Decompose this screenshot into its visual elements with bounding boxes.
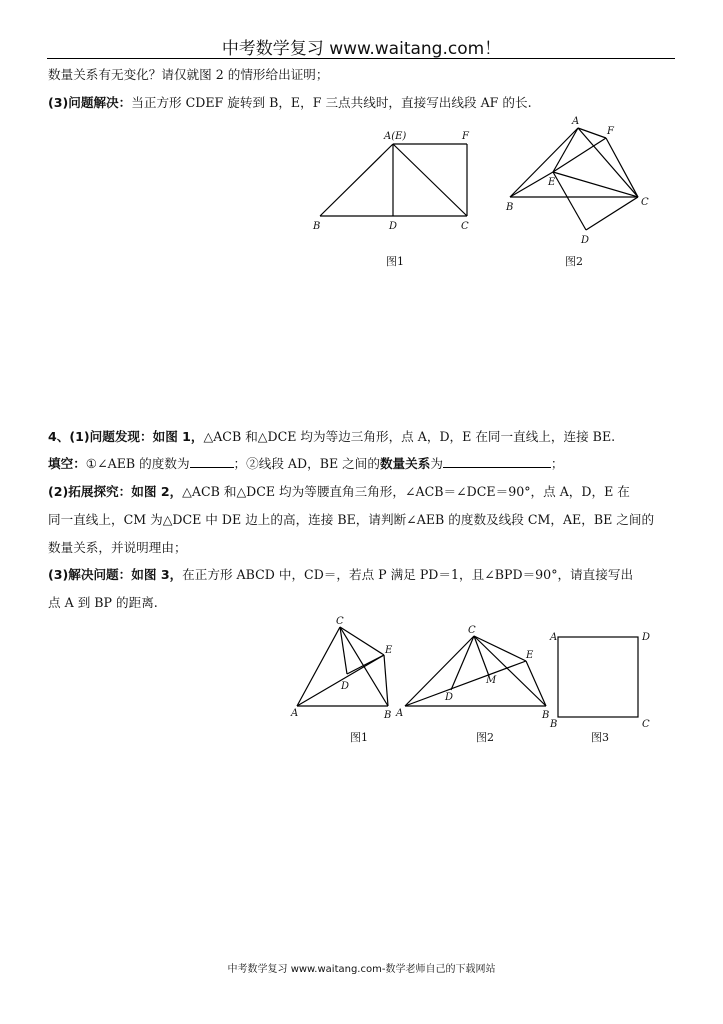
text-line-p4-part3a <box>48 564 633 583</box>
bottom-fig3-label-a: A <box>550 632 558 643</box>
top-fig2-label-a: A <box>572 116 580 127</box>
blank-angle[interactable] <box>190 456 234 468</box>
label-solve: (3)解决问题：如图 3， <box>48 567 183 582</box>
bottom-figure-2 <box>405 636 546 706</box>
label-extension: (2)拓展探究：如图 2， <box>48 484 183 499</box>
text-fill-1: ①∠AEB 的度数为 <box>85 456 190 471</box>
seg-fc <box>606 138 638 197</box>
label-discovery: (1)问题发现：如图 1， <box>69 429 204 444</box>
top-fig2-caption: 图2 <box>565 255 583 268</box>
bottom-fig3-label-d: D <box>642 632 651 643</box>
label-problem-solving: (3)问题解决： <box>48 95 132 110</box>
bottom-fig2-label-d: D <box>445 692 454 703</box>
bottom-fig1-label-b: B <box>384 710 392 721</box>
page-footer: 中考数学复习 www.waitang.com-数学老师自己的下载网站 <box>227 964 496 975</box>
top-fig2-label-f: F <box>607 126 614 137</box>
text-line-p4-part2b: 同一直线上，CM 为△DCE 中 DE 边上的高，连接 BE，请判断∠AEB 的度数及线段 CM，AE，BE 之间的 <box>48 512 655 527</box>
bottom-fig2-label-b: B <box>542 710 550 721</box>
top-fig2-label-d: D <box>581 235 590 246</box>
top-fig1-label-c: C <box>461 221 469 232</box>
top-fig1-label-d: D <box>389 221 398 232</box>
seg-cd <box>340 627 347 674</box>
seg-de <box>347 655 384 674</box>
text-fill-2: ；②线段 AD，BE 之间的 <box>233 456 380 471</box>
text-fill-3: 为 <box>430 456 443 471</box>
bottom-fig3-caption: 图3 <box>591 731 609 744</box>
bottom-fig2-label-m: M <box>486 675 497 686</box>
bottom-figure-3 <box>558 637 638 717</box>
text-fill-bold: 数量关系 <box>379 456 431 471</box>
square-abcd <box>558 637 638 717</box>
seg-cb <box>474 636 546 706</box>
bottom-fig3-label-c: C <box>642 719 650 730</box>
top-fig2-label-b: B <box>506 202 514 213</box>
bottom-fig2-label-a: A <box>396 708 404 719</box>
seg-ac <box>297 627 340 706</box>
bottom-fig1-label-d: D <box>341 681 350 692</box>
bottom-fig1-label-e: E <box>385 645 393 656</box>
seg-ac <box>393 144 467 216</box>
seg-ac <box>405 636 474 706</box>
top-fig2-label-e: E <box>548 177 556 188</box>
bottom-fig1-label-a: A <box>291 708 299 719</box>
text-solve-1: 在正方形 ABCD 中，CD＝，若点 P 满足 PD＝1，且∠BPD＝90°，请直接写出 <box>182 567 634 582</box>
bottom-fig1-label-c: C <box>336 616 344 627</box>
top-fig2-label-c: C <box>641 197 649 208</box>
p4-number: 4、 <box>48 429 70 444</box>
seg-eb <box>384 655 388 706</box>
text-extension-1: △ACB 和△DCE 均为等腰直角三角形，∠ACB＝∠DCE＝90°，点 A，D，E 在 <box>182 484 630 499</box>
seg-ac <box>578 128 638 197</box>
seg-ae <box>405 661 526 706</box>
seg-ce <box>340 627 384 655</box>
text-line-continuation: 数量关系有无变化？请仅就图 2 的情形给出证明； <box>48 67 329 82</box>
page-header: 中考数学复习 www.waitang.com！ <box>221 39 502 59</box>
bottom-figure-1 <box>297 627 388 706</box>
label-fill: 填空： <box>48 456 86 471</box>
bottom-fig2-label-e: E <box>526 650 534 661</box>
seg-ab <box>320 144 393 216</box>
text-fill-end: ； <box>550 456 564 471</box>
text-problem-solving: 当正方形 CDEF 旋转到 B，E，F 三点共线时，直接写出线段 AF 的长. <box>131 95 532 110</box>
text-line-p4-part2c: 数量关系，并说明理由； <box>48 540 187 555</box>
blank-relation[interactable] <box>443 456 551 468</box>
seg-dc <box>586 197 638 230</box>
text-discovery: △ACB 和△DCE 均为等边三角形，点 A，D，E 在同一直线上，连接 BE. <box>203 429 616 444</box>
seg-ef <box>553 138 606 172</box>
text-line-p4-part3b: 点 A 到 BP 的距离. <box>48 595 158 610</box>
top-fig1-caption: 图1 <box>386 255 404 268</box>
text-line-p4-part2a <box>48 481 630 500</box>
top-figure-1 <box>320 144 467 216</box>
text-line-p4-fill <box>48 453 564 472</box>
bottom-fig3-label-b: B <box>550 719 558 730</box>
top-fig1-label-b: B <box>313 221 321 232</box>
bottom-fig2-caption: 图2 <box>476 731 494 744</box>
bottom-fig2-label-c: C <box>468 625 476 636</box>
text-line-p4-part1 <box>48 426 615 445</box>
top-fig1-label-a: A(E) <box>384 131 407 142</box>
top-fig1-label-f: F <box>462 131 469 142</box>
seg-eb <box>526 661 546 706</box>
bottom-fig1-caption: 图1 <box>350 731 368 744</box>
top-figure-2 <box>510 128 638 230</box>
